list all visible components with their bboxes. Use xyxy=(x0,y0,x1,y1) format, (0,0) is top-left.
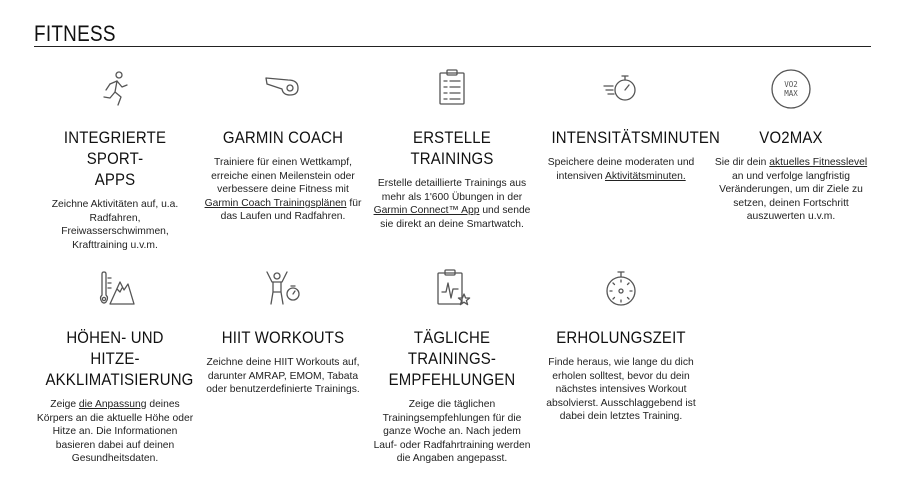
feature-card-create-trainings xyxy=(373,68,531,231)
fitness-level-link[interactable]: aktuelles Fitnesslevel xyxy=(769,157,868,168)
card-description: Zeige die Anpassung deines Körpers an die aktuelle Höhe oder Hitze an. Die Informationen basieren dabei auf deinen Gesundheitsdaten. xyxy=(36,399,194,464)
vo2max-badge-icon xyxy=(770,68,812,110)
clipboard-checklist-icon xyxy=(431,68,473,110)
thermometer-mountain-icon xyxy=(94,268,136,310)
recovery-stopwatch-icon xyxy=(600,268,642,310)
stopwatch-speed-icon xyxy=(600,68,642,110)
card-description: Speichere deine moderaten und intensiven Aktivitätsminuten. xyxy=(547,157,695,182)
card-title: INTEGRIERTE SPORT- APPS xyxy=(63,128,167,189)
activity-minutes-link[interactable]: Aktivitätsminuten. xyxy=(604,170,686,182)
card-description: Erstelle detaillierte Trainings aus mehr als 1'600 Übungen in der Garmin Connect™ App und sende sie direkt an deine Smartwatch. xyxy=(373,178,531,230)
feature-card-intensity-minutes xyxy=(542,68,721,183)
card-title: ERSTELLE TRAININGS xyxy=(410,128,494,168)
card-title: GARMIN COACH xyxy=(222,128,344,147)
card-description: Finde heraus, wie lange du dich erholen solltest, bevor du dein nächstes intensives Workout absolvierst. Ausschlaggebend ist dabei dein letztes Training. xyxy=(546,357,696,422)
garmin-connect-link[interactable]: Garmin Connect™ App xyxy=(373,205,480,216)
card-title: HIIT WORKOUTS xyxy=(221,328,345,347)
card-title: HÖHEN- UND HITZE- AKKLIMATISIERUNG xyxy=(45,328,194,389)
feature-card-acclimation xyxy=(36,268,194,466)
section-header xyxy=(34,20,871,47)
card-description: Trainiere für einen Wettkampf, erreiche einen Meilenstein oder verbessere deine Fitness mit Garmin Coach Trainingsplänen für das Laufen und Radfahren. xyxy=(204,157,362,222)
card-description: Sie dir dein aktuelles Fitnesslevel an und verfolge langfristig Veränderungen, um dir Ziele zu setzen, deinen Fortschritt auszuwerten u.v.m. xyxy=(714,157,868,222)
card-title: ERHOLUNGSZEIT xyxy=(556,328,686,347)
feature-card-recovery-time xyxy=(542,268,700,424)
running-person-icon xyxy=(94,68,136,110)
feature-card-vo2max xyxy=(712,68,870,224)
feature-card-garmin-coach xyxy=(204,68,362,224)
card-description: Zeichne deine HIIT Workouts auf, darunter AMRAP, EMOM, Tabata oder benutzerdefinierte Trainings. xyxy=(206,357,360,395)
vo2max-badge-line-1: VO2 xyxy=(784,80,798,89)
feature-card-hiit xyxy=(204,268,362,397)
feature-card-daily-suggestions xyxy=(373,268,531,466)
header-divider xyxy=(34,46,871,47)
whistle-icon xyxy=(262,68,304,110)
page-title: FITNESS xyxy=(34,21,116,46)
card-description: Zeichne Aktivitäten auf, u.a. Radfahren, Freiwasserschwimmen, Krafttraining u.v.m. xyxy=(51,199,179,251)
hiit-person-timer-icon xyxy=(262,268,304,310)
clipboard-chart-star-icon xyxy=(431,268,473,310)
card-description: Zeige die täglichen Trainingsempfehlungen für die ganze Woche an. Nach jedem Lauf- oder Radfahrtraining werden die Angaben angepasst. xyxy=(373,399,531,464)
card-title: VO2MAX xyxy=(759,128,823,147)
card-title: INTENSITÄTSMINUTEN xyxy=(551,128,721,147)
card-title: TÄGLICHE TRAININGS- EMPFEHLUNGEN xyxy=(388,328,516,389)
feature-card-sport-apps xyxy=(36,68,194,252)
adaptation-link[interactable]: die Anpassung xyxy=(78,399,147,410)
garmin-coach-link[interactable]: Garmin Coach Trainingsplänen xyxy=(204,197,347,209)
vo2max-badge-line-2: MAX xyxy=(784,89,798,98)
